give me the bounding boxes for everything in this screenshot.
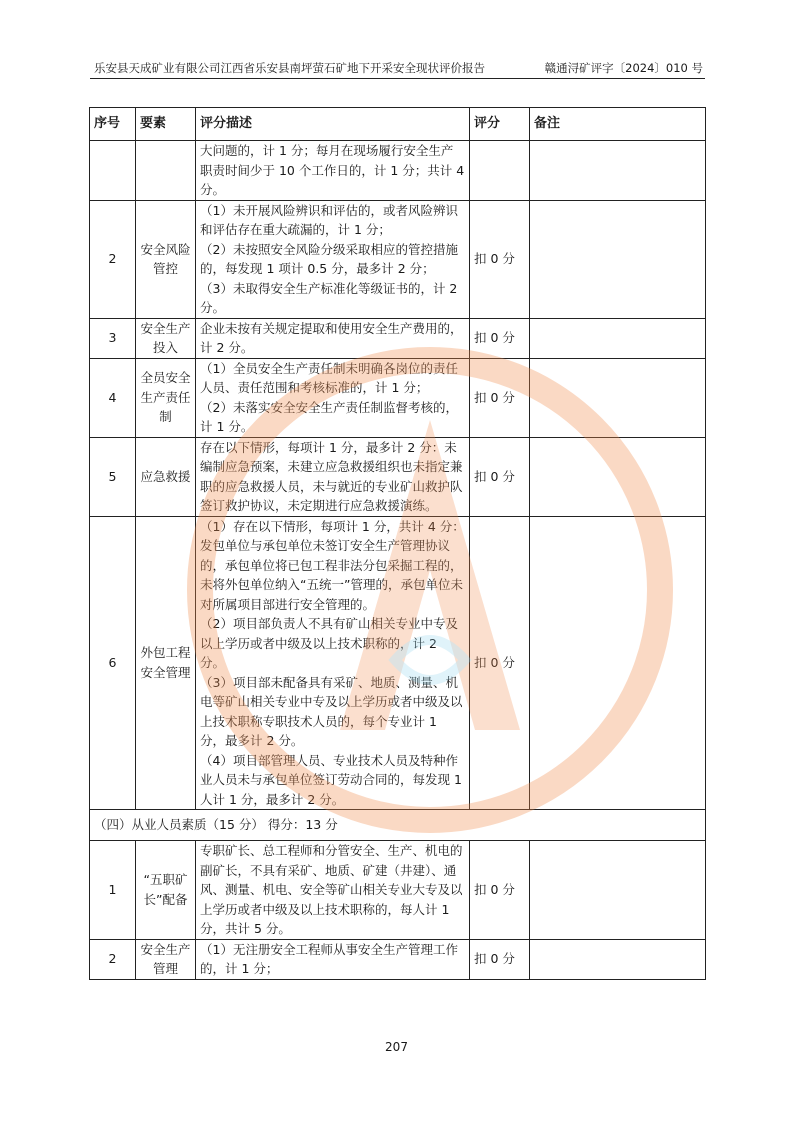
cell-note: [530, 200, 706, 318]
cell-description: [196, 841, 470, 940]
description-paragraph: 专职矿长、总工程师和分管安全、生产、机电的副矿长，不具有采矿、地质、矿建（井建）、通风、测量、机电、安全等矿山相关专业大专及以上学历或者中级及以上技术职称的，每人计 1 分，共计 5 分。: [200, 843, 463, 936]
cell-score: 扣 0 分: [470, 200, 530, 318]
col-header-no: 序号: [90, 108, 136, 141]
col-header-description: 评分描述: [196, 108, 470, 141]
section-row: [90, 810, 706, 841]
table-body: [90, 141, 706, 980]
cell-description: [196, 437, 470, 516]
description-paragraph: （1）无注册安全工程师从事安全生产管理工作的，计 1 分；: [200, 941, 458, 976]
cell-description: [196, 939, 470, 979]
cell-element: “五职矿长”配备: [136, 841, 196, 940]
col-header-note: 备注: [530, 108, 706, 141]
table-row: [90, 939, 706, 979]
cell-element: 应急救援: [136, 437, 196, 516]
cell-element: 全员安全生产责任制: [136, 358, 196, 437]
cell-score: [470, 141, 530, 201]
cell-description: [196, 358, 470, 437]
table-row: [90, 437, 706, 516]
description-paragraph: （4）项目部管理人员、专业技术人员及特种作业人员未与承包单位签订劳动合同的，每发现 1 人计 1 分，最多计 2 分。: [200, 752, 462, 807]
description-paragraph: （1）存在以下情形，每项计 1 分，共计 4 分：发包单位与承包单位未签订安全生产管理协议的，承包单位将已包工程非法分包采掘工程的，未将外包单位纳入“五统一”管理的，承包单位未对所属项目部进行安全管理的。: [200, 518, 465, 612]
cell-description: [196, 516, 470, 810]
cell-element: 外包工程安全管理: [136, 516, 196, 810]
description-paragraph: （3）项目部未配备具有采矿、地质、测量、机电等矿山相关专业中专及以上学历或者中级及以上技术职称专职技术人员的，每个专业计 1 分，最多计 2 分。: [200, 674, 463, 748]
cell-note: [530, 318, 706, 358]
cell-no: 4: [90, 358, 136, 437]
col-header-score: 评分: [470, 108, 530, 141]
cell-element: 安全风险管控: [136, 200, 196, 318]
description-paragraph: （2）项目部负责人不具有矿山相关专业中专及以上学历或者中级及以上技术职称的，计 2 分。: [200, 616, 458, 670]
cell-note: [530, 358, 706, 437]
table-row: [90, 358, 706, 437]
cell-score: 扣 0 分: [470, 841, 530, 940]
table-header-row: [90, 108, 706, 141]
scoring-table: [89, 107, 706, 980]
page-header: [90, 58, 705, 79]
col-header-element: 要素: [136, 108, 196, 141]
cell-score: 扣 0 分: [470, 939, 530, 979]
report-number: 赣通浔矿评字〔2024〕010 号: [544, 61, 703, 75]
description-paragraph: （3）未取得安全生产标准化等级证书的，计 2 分。: [200, 280, 458, 315]
cell-score: 扣 0 分: [470, 516, 530, 810]
cell-no: 3: [90, 318, 136, 358]
cell-no: [90, 141, 136, 201]
table-row: [90, 200, 706, 318]
page-number: 207: [385, 1040, 408, 1054]
cell-note: [530, 141, 706, 201]
description-paragraph: （2）未按照安全风险分级采取相应的管控措施的，每发现 1 项计 0.5 分，最多计 2 分；: [200, 241, 458, 276]
cell-note: [530, 437, 706, 516]
cell-no: 2: [90, 200, 136, 318]
table-row: [90, 141, 706, 201]
cell-note: [530, 516, 706, 810]
cell-description: [196, 141, 470, 201]
cell-score: 扣 0 分: [470, 318, 530, 358]
cell-note: [530, 841, 706, 940]
cell-description: [196, 318, 470, 358]
section-heading: （四）从业人员素质（15 分） 得分：13 分: [90, 810, 706, 841]
description-paragraph: 存在以下情形，每项计 1 分，最多计 2 分：未编制应急预案，未建立应急救援组织也未指定兼职的应急救援人员，未与就近的专业矿山救护队签订救护协议，未定期进行应急救援演练。: [200, 439, 463, 513]
cell-element: 安全生产投入: [136, 318, 196, 358]
cell-no: 2: [90, 939, 136, 979]
report-title: 乐安县天成矿业有限公司江西省乐安县南坪萤石矿地下开采安全现状评价报告: [94, 61, 485, 75]
table-row: [90, 841, 706, 940]
cell-score: 扣 0 分: [470, 437, 530, 516]
cell-no: 1: [90, 841, 136, 940]
cell-score: 扣 0 分: [470, 358, 530, 437]
description-paragraph: （2）未落实安全安全生产责任制监督考核的，计 1 分。: [200, 399, 458, 434]
description-paragraph: （1）未开展风险辨识和评估的，或者风险辨识和评估存在重大疏漏的，计 1 分；: [200, 202, 458, 237]
description-paragraph: 大问题的，计 1 分；每月在现场履行安全生产职责时间少于 10 个工作日的，计 1 分；共计 4 分。: [200, 143, 465, 197]
table-row: [90, 516, 706, 810]
cell-note: [530, 939, 706, 979]
description-paragraph: （1）全员安全生产责任制未明确各岗位的责任人员、责任范围和考核标准的，计 1 分；: [200, 360, 458, 395]
cell-description: [196, 200, 470, 318]
cell-no: 6: [90, 516, 136, 810]
description-paragraph: 企业未按有关规定提取和使用安全生产费用的，计 2 分。: [200, 320, 463, 355]
cell-element: [136, 141, 196, 201]
cell-element: 安全生产管理: [136, 939, 196, 979]
table-row: [90, 318, 706, 358]
cell-no: 5: [90, 437, 136, 516]
